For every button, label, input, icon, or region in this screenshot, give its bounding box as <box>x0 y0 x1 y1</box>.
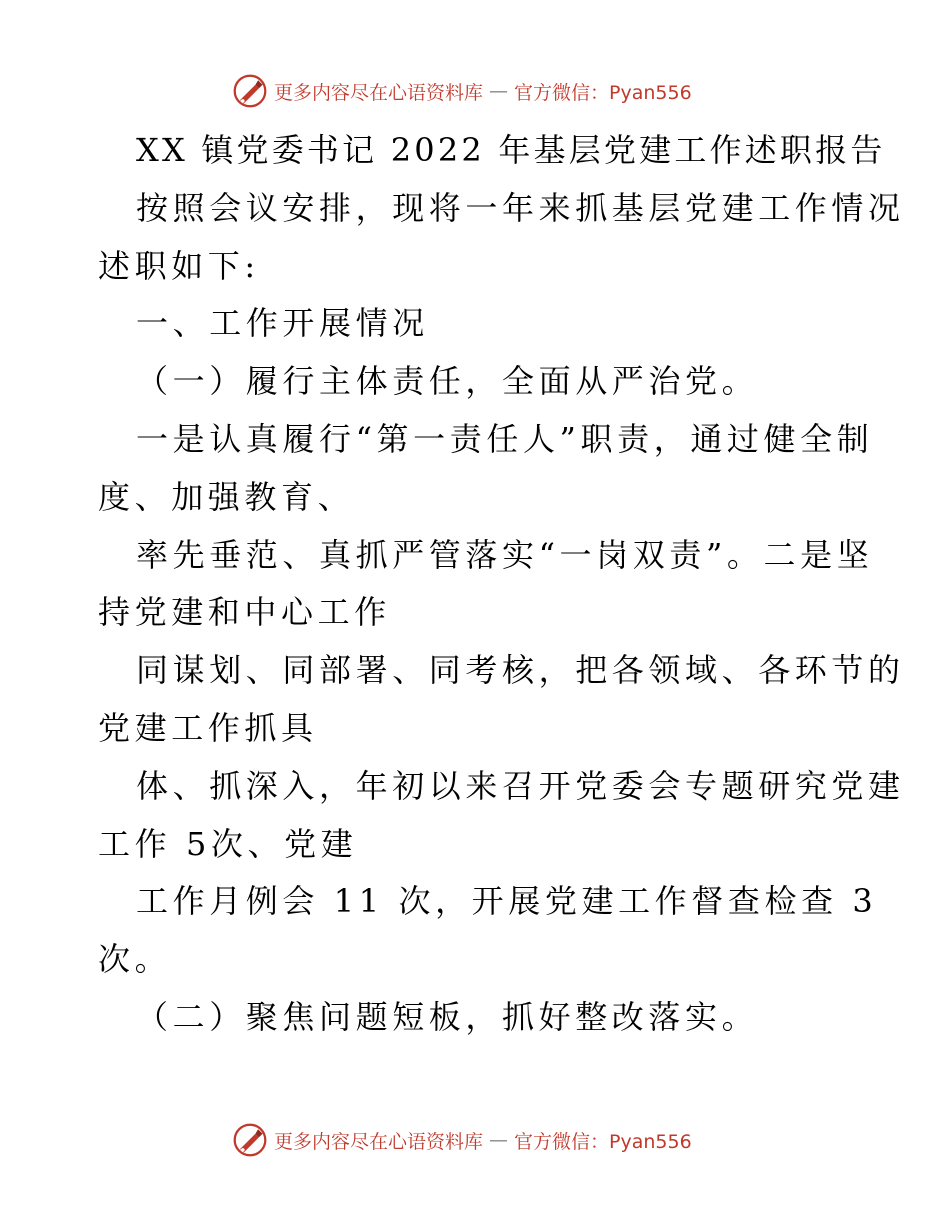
watermark-separator: — <box>489 80 509 102</box>
section-heading: 一、工作开展情况 <box>136 304 429 343</box>
paragraph-line: 述职如下: <box>98 246 260 285</box>
subsection-heading: （一）履行主体责任，全面从严治党。 <box>136 362 759 401</box>
paragraph-line: 持党建和中心工作 <box>98 593 391 632</box>
pen-logo-icon <box>232 73 268 109</box>
paragraph-line: 体、抓深入，年初以来召开党委会专题研究党建 <box>136 766 905 805</box>
paragraph-line: 一是认真履行“第一责任人”职责，通过健全制 <box>136 419 874 458</box>
paragraph-line: 按照会议安排，现将一年来抓基层党建工作情况 <box>136 188 905 227</box>
paragraph-line: 工作月例会 11 次，开展党建工作督查检查 3 <box>136 882 878 921</box>
watermark-text: 更多内容尽在心语资料库 <box>274 81 484 104</box>
paragraph-line: 工作 5次、党建 <box>98 824 358 863</box>
watermark-wechat: 官方微信：Pyan556 <box>514 81 692 104</box>
subsection-heading: （二）聚焦问题短板，抓好整改落实。 <box>136 997 759 1036</box>
paragraph-line: 次。 <box>98 940 172 979</box>
watermark-text: 更多内容尽在心语资料库 <box>274 1130 484 1153</box>
watermark-separator: — <box>489 1129 509 1151</box>
watermark-wechat: 官方微信：Pyan556 <box>514 1130 692 1153</box>
pen-logo-icon <box>232 1122 268 1158</box>
watermark-header <box>232 71 692 111</box>
document-body <box>98 122 905 1047</box>
document-title: XX 镇党委书记 2022 年基层党建工作述职报告 <box>136 131 886 169</box>
watermark-footer <box>232 1120 692 1160</box>
paragraph-line: 同谋划、同部署、同考核，把各领域、各环节的 <box>136 651 905 690</box>
paragraph-line: 率先垂范、真抓严管落实“一岗双责”。二是坚 <box>136 535 874 574</box>
paragraph-line: 度、加强教育、 <box>98 477 355 516</box>
paragraph-line: 党建工作抓具 <box>98 708 318 747</box>
